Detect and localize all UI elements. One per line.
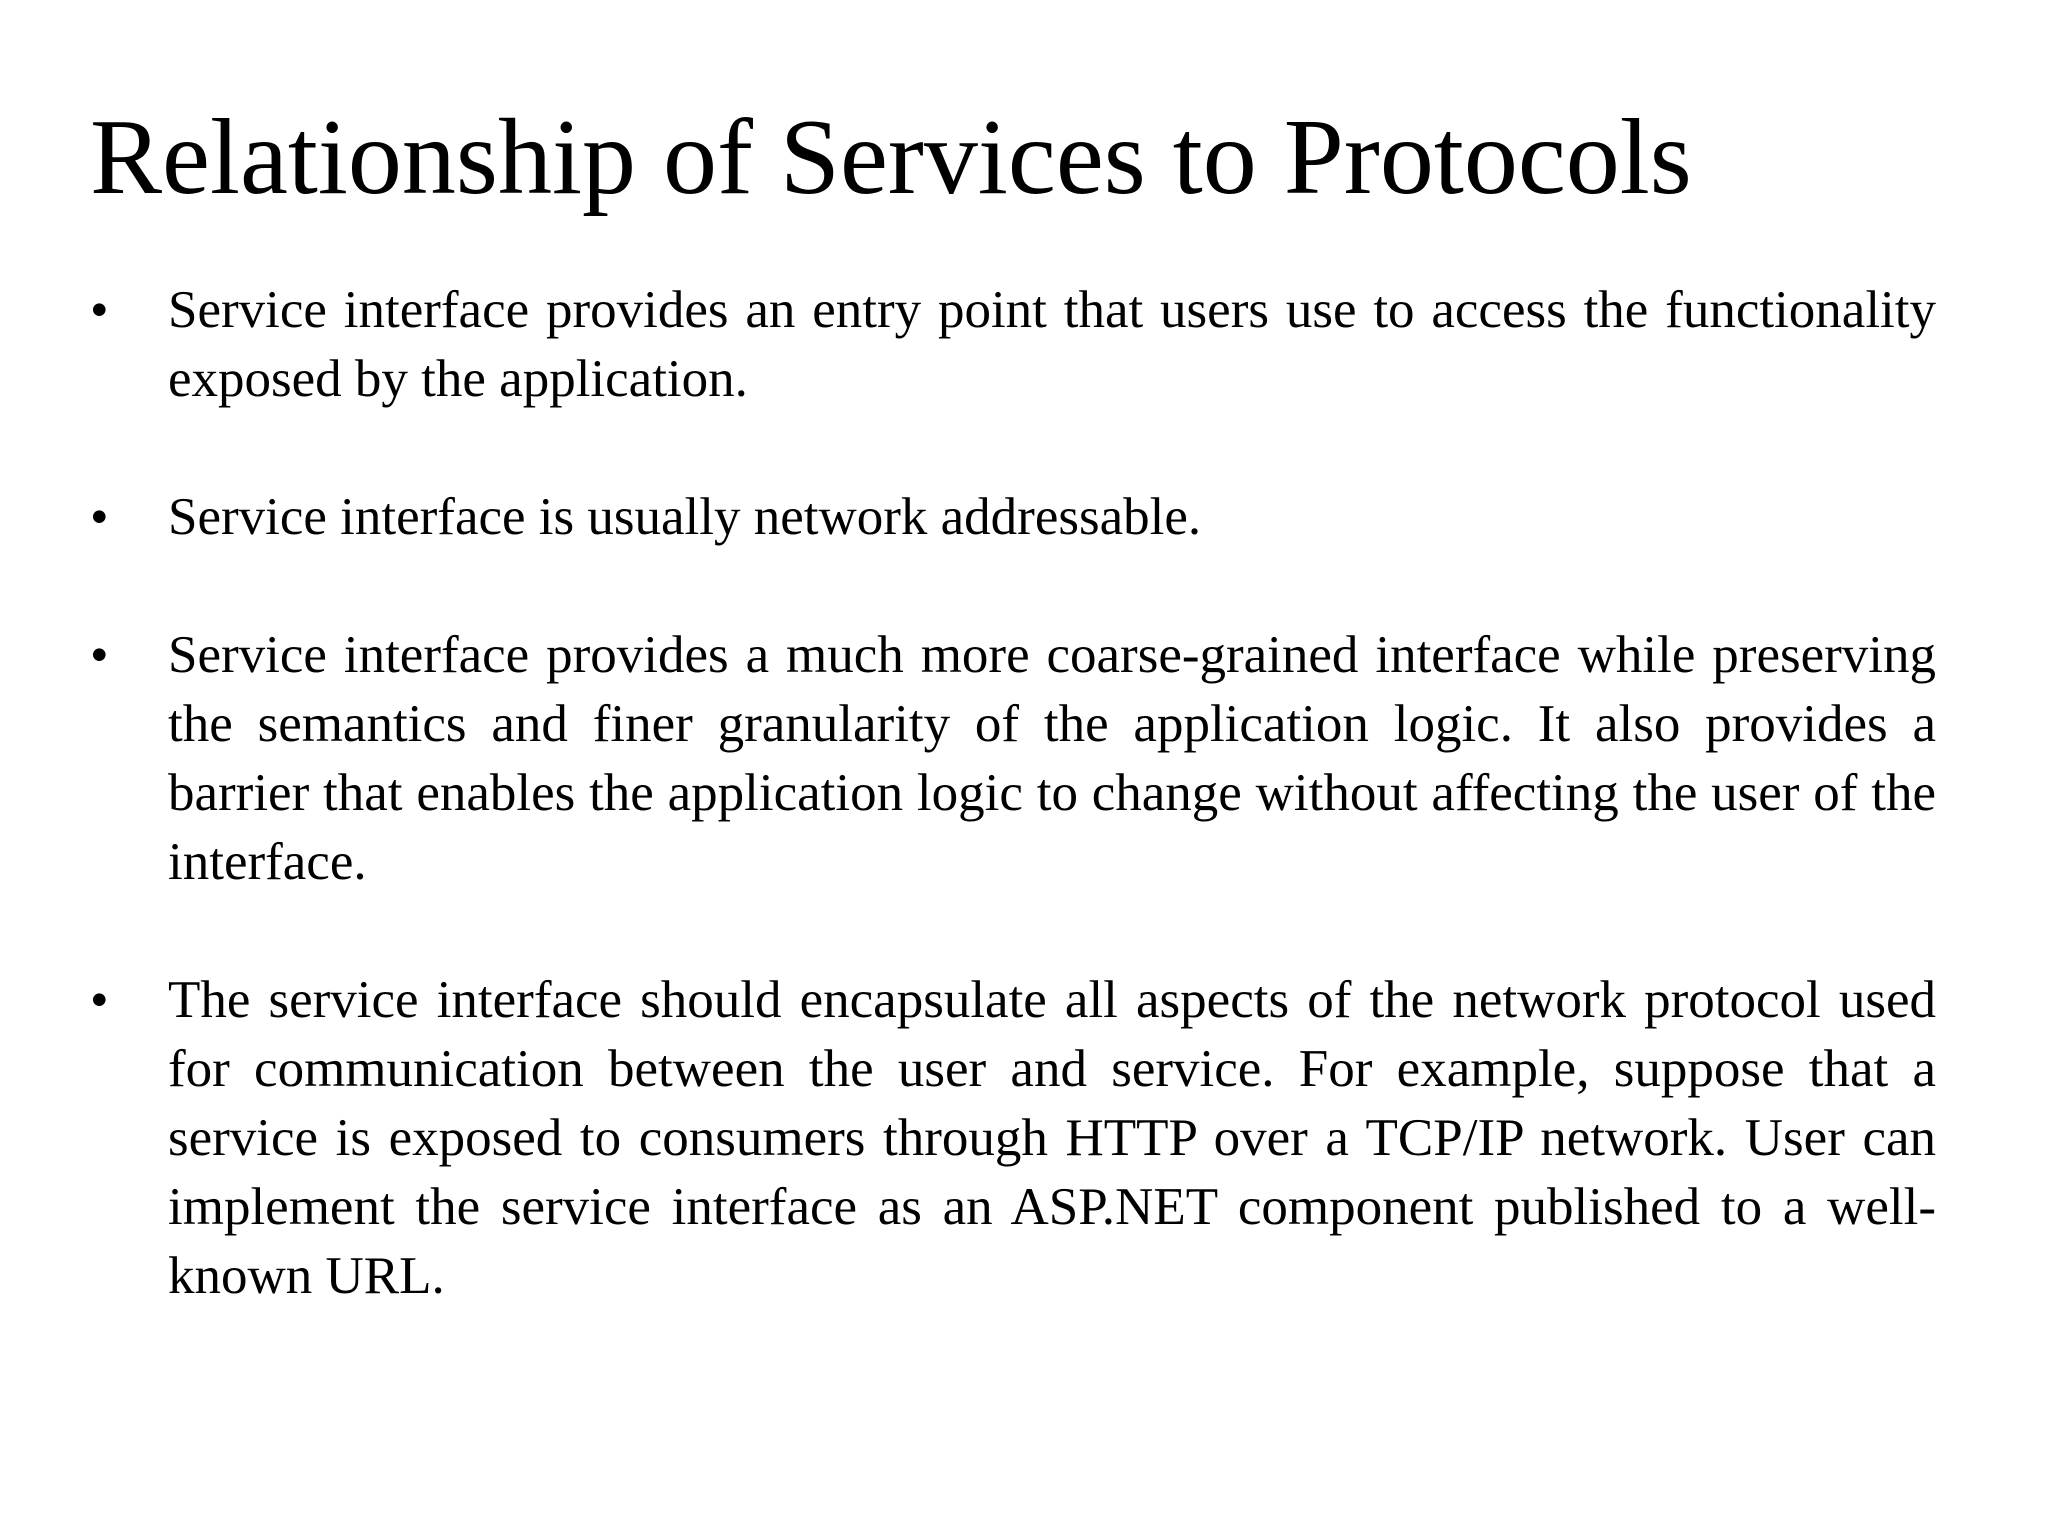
bullet-text: Service interface provides a much more coarse-grained interface while preserving the semantics and finer granularity of the application logic. It also provides a barrier that enables the application logic to change without affecting the user of the interface. bbox=[168, 626, 1936, 891]
bullet-item bbox=[90, 276, 1936, 414]
bullet-dot-icon: • bbox=[90, 488, 109, 546]
bullet-item bbox=[90, 966, 1936, 1311]
bullet-item bbox=[90, 483, 1936, 552]
bullet-list bbox=[90, 276, 1936, 1311]
bullet-text: Service interface is usually network addressable. bbox=[168, 488, 1202, 546]
bullet-text: The service interface should encapsulate all aspects of the network protocol used for communication between the user and service. For example, suppose that a service is exposed to consumers through HTTP over a TCP/IP network. User can implement the service interface as an ASP.NET component published to a well-known URL. bbox=[168, 971, 1936, 1305]
bullet-dot-icon: • bbox=[90, 971, 109, 1029]
bullet-dot-icon: • bbox=[90, 281, 109, 339]
bullet-item bbox=[90, 621, 1936, 897]
bullet-text: Service interface provides an entry point that users use to access the functionality exposed by the application. bbox=[168, 281, 1936, 408]
bullet-dot-icon: • bbox=[90, 626, 109, 684]
slide-title: Relationship of Services to Protocols bbox=[90, 98, 1692, 217]
